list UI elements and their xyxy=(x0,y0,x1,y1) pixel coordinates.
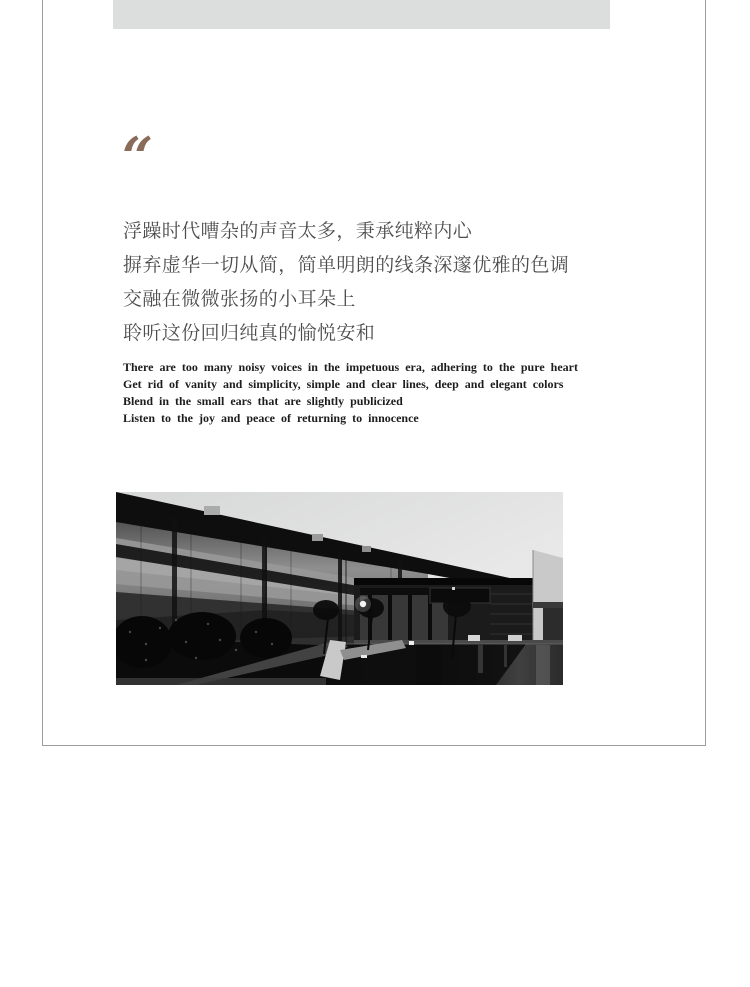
intro-line-en: Blend in the small ears that are slightly publicized xyxy=(123,394,403,408)
intro-line-cn: 交融在微微张扬的小耳朵上 xyxy=(123,289,356,310)
intro-line-en: Get rid of vanity and simplicity, simple and clear lines, deep and elegant colors xyxy=(123,377,564,391)
architecture-photo xyxy=(116,492,563,685)
intro-line-en: Listen to the joy and peace of returning to innocence xyxy=(123,411,419,425)
intro-line-cn: 摒弃虚华一切从简，简单明朗的线条深邃优雅的色调 xyxy=(123,255,570,276)
intro-line-cn: 浮躁时代嘈杂的声音太多，秉承纯粹内心 xyxy=(123,221,473,242)
intro-line-en: There are too many noisy voices in the impetuous era, adhering to the pure heart xyxy=(123,360,578,374)
quote-icon: “ xyxy=(122,125,154,189)
intro-text-cn xyxy=(123,215,569,351)
intro-line-cn: 聆听这份回归纯真的愉悦安和 xyxy=(123,323,376,344)
intro-text-en xyxy=(123,359,578,427)
architecture-photo-svg xyxy=(116,492,563,685)
